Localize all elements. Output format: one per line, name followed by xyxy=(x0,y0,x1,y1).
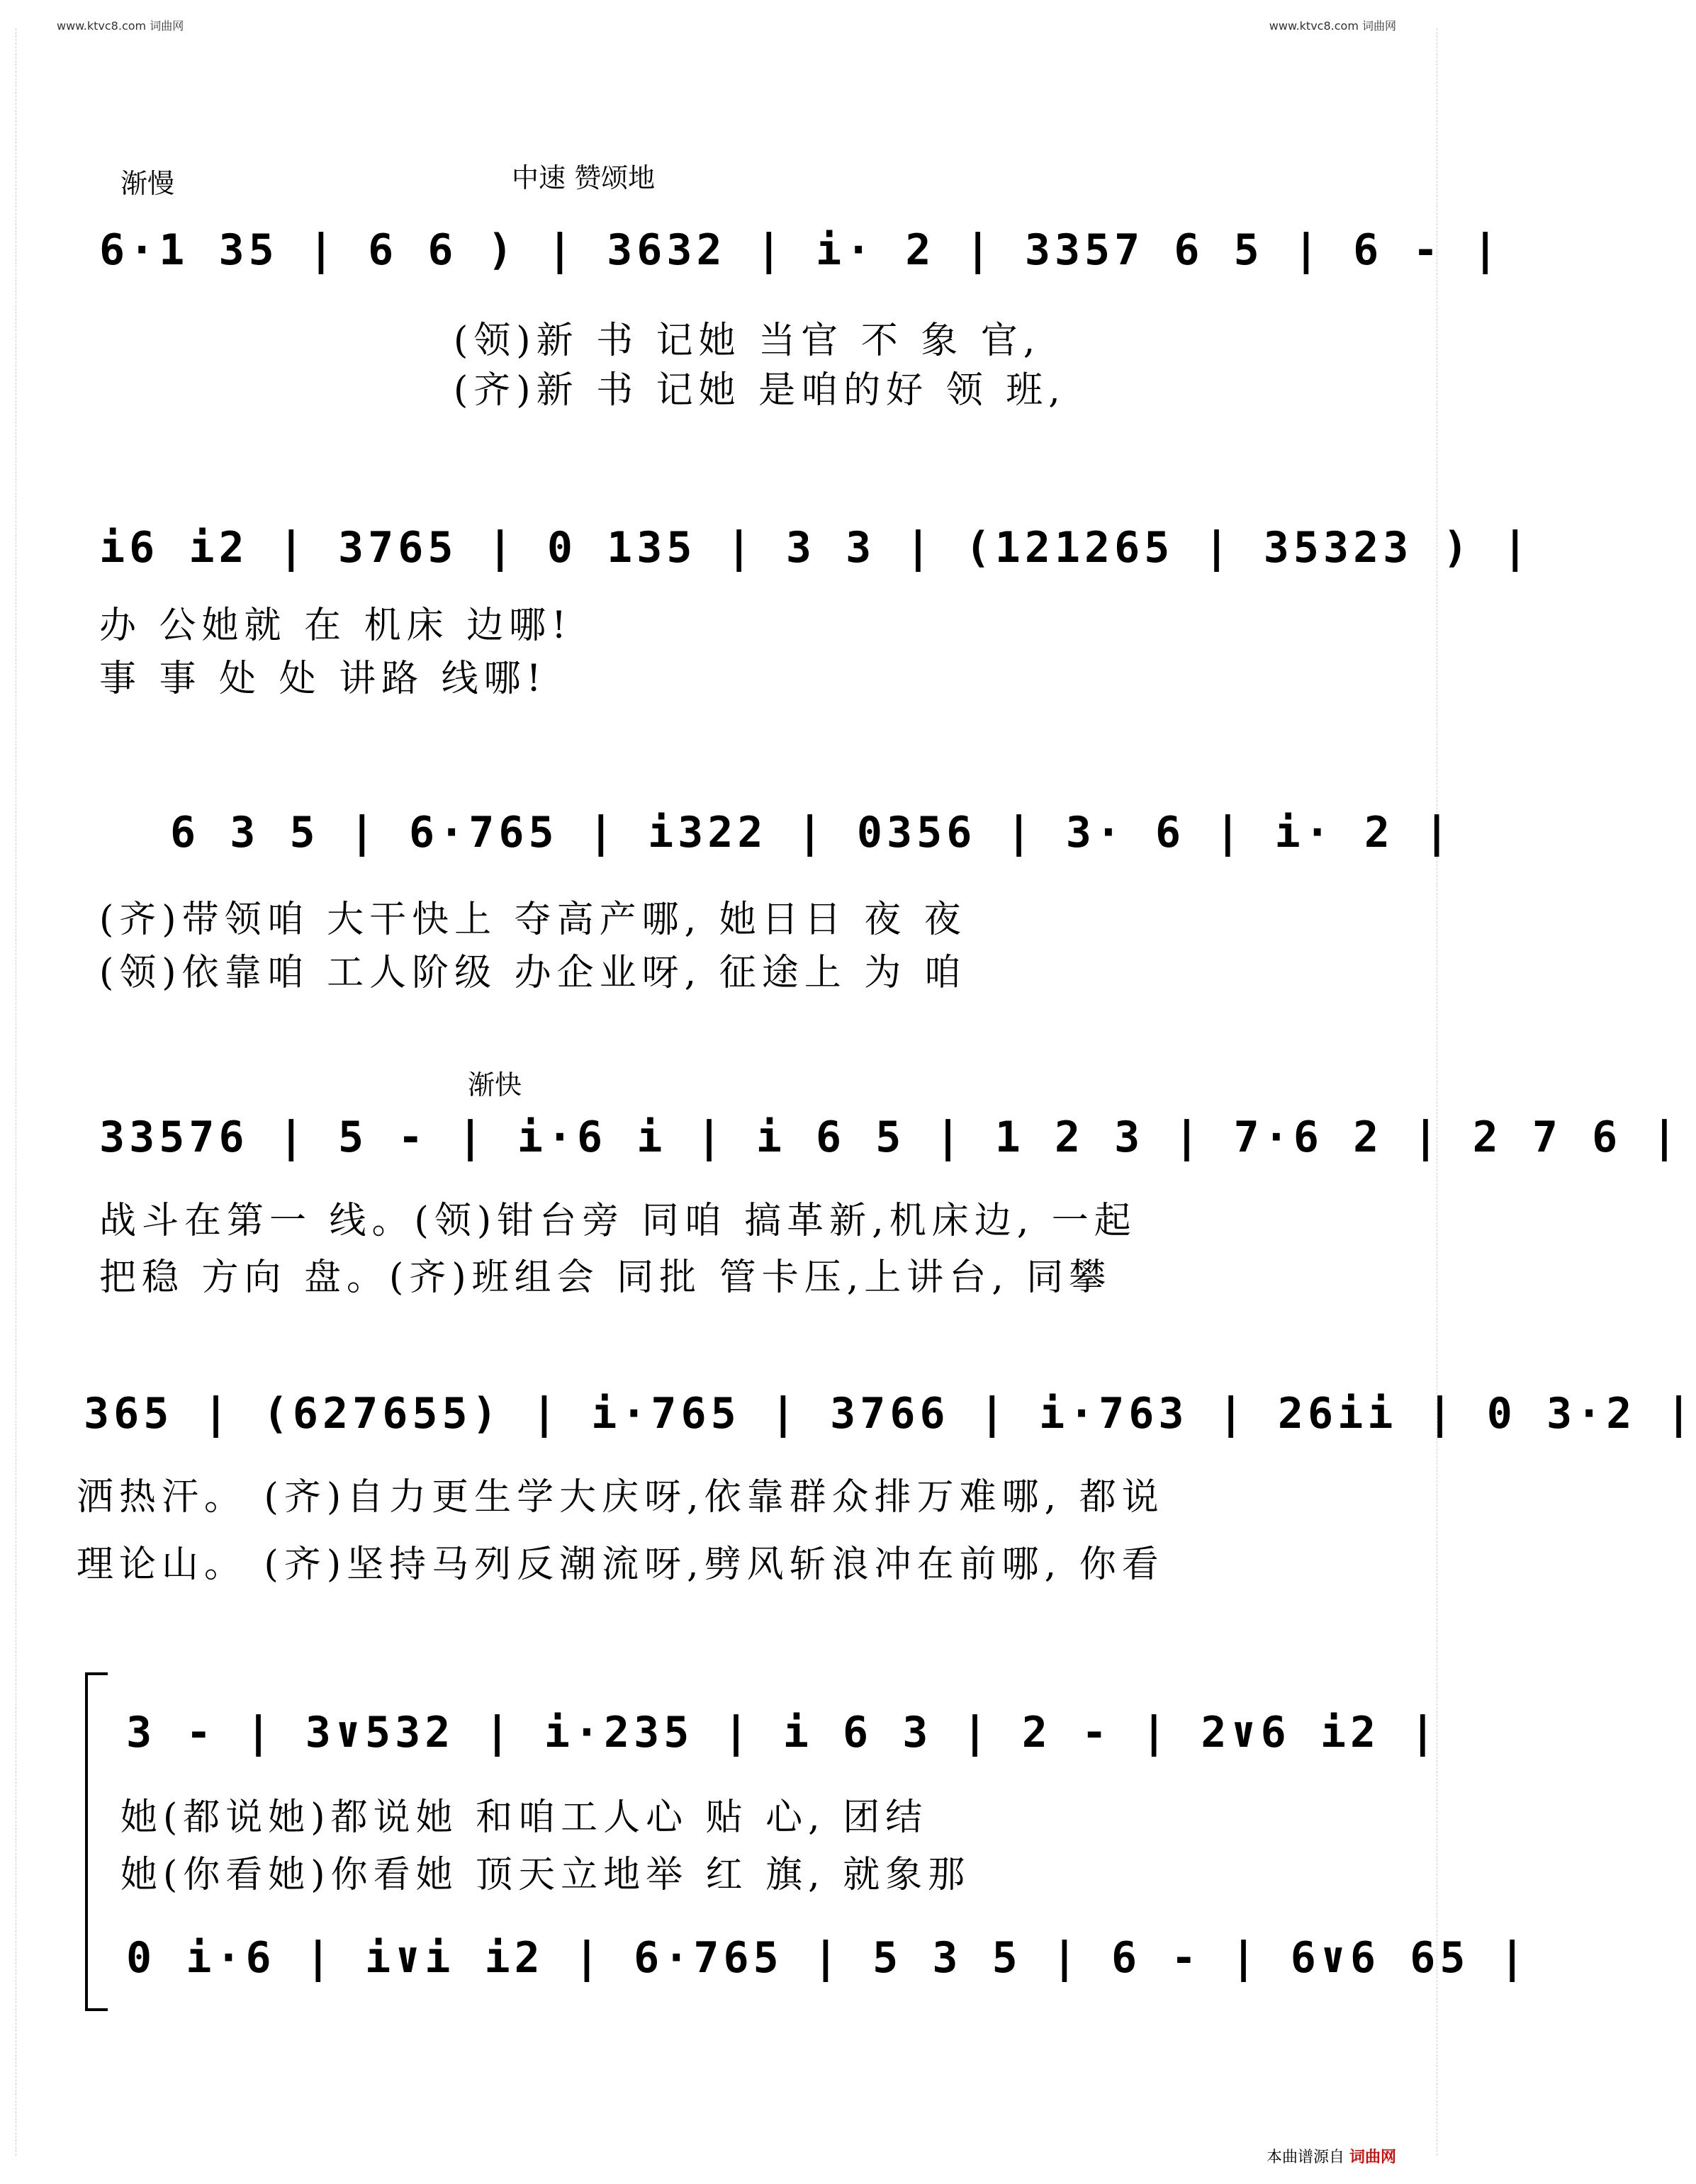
lyric-line: 她(你看她)你看她 顶天立地举 红 旗, 就象那 xyxy=(120,1854,971,1896)
tempo-mark: 渐快 xyxy=(468,1069,522,1101)
lyric-line: 她(都说她)都说她 和咱工人心 贴 心, 团结 xyxy=(120,1796,928,1839)
notation-line: 6·1 35 | 6 6 ) | 3632 | i· 2 | 3357 6 5 | 6 - | xyxy=(99,225,1503,275)
footer-source-site: 词曲网 xyxy=(1349,2149,1396,2166)
header-site-right: www.ktvc8.com 词曲网 xyxy=(1269,19,1396,33)
notation-line: 6 3 5 | 6·765 | i322 | 0356 | 3· 6 | i· 2 | xyxy=(170,808,1454,857)
lyric-line: (领)依靠咱 工人阶级 办企业呀, 征途上 为 咱 xyxy=(99,952,967,994)
notation-line: i6 i2 | 3765 | 0 135 | 3 3 | (121265 | 35323 ) | xyxy=(99,523,1532,573)
footer-source-label: 本曲谱源自 xyxy=(1266,2149,1344,2166)
tempo-mark: 渐慢 xyxy=(120,168,175,199)
lyric-line: 洒热汗。 (齐)自力更生学大庆呀,依靠群众排万难哪, 都说 xyxy=(77,1476,1164,1519)
lyric-line: 理论山。 (齐)坚持马列反潮流呀,劈风斩浪冲在前哪, 你看 xyxy=(77,1543,1164,1586)
footer-source xyxy=(1267,2145,1396,2167)
lyric-line: (齐)带领咱 大干快上 夺高产哪, 她日日 夜 夜 xyxy=(99,899,967,941)
lyric-line: 事 事 处 处 讲路 线哪! xyxy=(99,658,547,700)
lyric-line: 办 公她就 在 机床 边哪! xyxy=(99,604,573,647)
lyric-line: (齐)新 书 记她 是咱的好 领 班, xyxy=(454,369,1066,412)
notation-line-upper: 3 - | 3∨532 | i·235 | i 6 3 | 2 - | 2∨6 i2 | xyxy=(126,1708,1440,1757)
lyric-line: (领)新 书 记她 当官 不 象 官, xyxy=(454,320,1041,362)
tempo-mark: 中速 赞颂地 xyxy=(512,162,656,193)
lyric-line: 战斗在第一 线。(领)钳台旁 同咱 搞革新,机床边, 一起 xyxy=(99,1200,1137,1242)
header-site-left: www.ktvc8.com 词曲网 xyxy=(57,19,184,33)
part-brace xyxy=(85,1672,108,2011)
notation-line: 33576 | 5 - | i·6 i | i 6 5 | 1 2 3 | 7·6 2 | 2 7 6 | xyxy=(99,1113,1682,1162)
notation-line-lower: 0 i·6 | i∨i i2 | 6·765 | 5 3 5 | 6 - | 6∨6 65 | xyxy=(126,1933,1529,1983)
notation-line: 365 | (627655) | i·765 | 3766 | i·763 | 26ii | 0 3·2 | xyxy=(84,1389,1696,1439)
lyric-line: 把稳 方向 盘。(齐)班组会 同批 管卡压,上讲台, 同攀 xyxy=(99,1256,1112,1299)
